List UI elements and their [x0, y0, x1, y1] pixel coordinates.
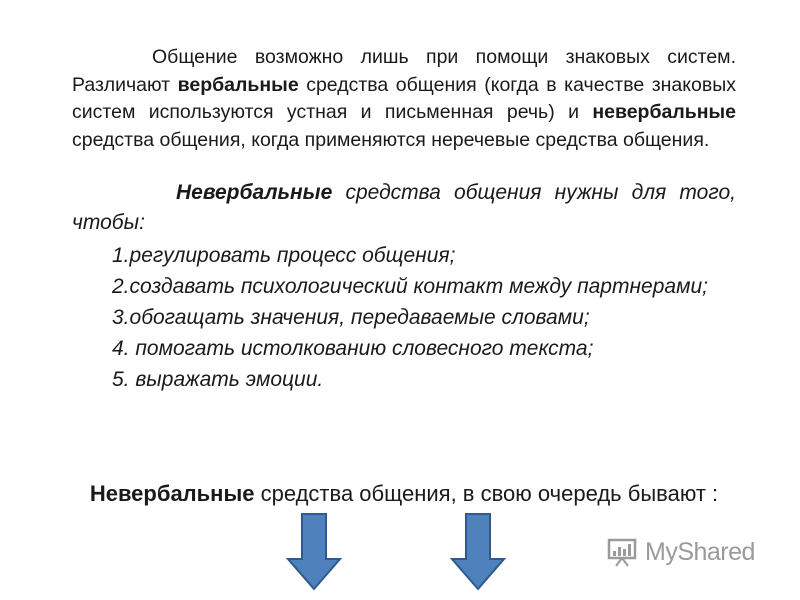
intro-text-3: средства общения, когда применяются неречевые средства общения. — [72, 128, 710, 151]
myshared-logo-icon — [605, 537, 639, 567]
myshared-logo — [605, 535, 755, 569]
conclusion-rest: средства общения, в свою очередь бывают : — [254, 481, 719, 506]
intro-paragraph — [72, 44, 736, 154]
list-item: 2.создавать психологический контакт между партнерами; — [112, 275, 708, 298]
conclusion-text — [40, 478, 768, 510]
purpose-list — [112, 240, 736, 395]
purpose-bold: Невербальные — [176, 181, 333, 204]
intro-text-1: Общение возможно лишь при помощи знаковых систем. Различают — [72, 46, 736, 96]
purpose-text: средства общения нужны для того, чтобы: — [72, 181, 736, 234]
purpose-paragraph — [72, 178, 736, 238]
intro-text-2: средства общения (когда в качестве знаковых систем используются устная и письменная речь) и — [72, 73, 736, 123]
down-arrow-right-icon — [450, 513, 506, 591]
intro-bold-nonverbal: невербальные — [592, 101, 736, 123]
list-item: 5. выражать эмоции. — [112, 368, 324, 391]
list-item: 4. помогать истолкованию словесного текста; — [112, 337, 594, 360]
list-item: 1.регулировать процесс общения; — [112, 244, 456, 267]
logo-text: MyShared — [645, 537, 755, 566]
intro-bold-verbal: вербальные — [177, 73, 299, 96]
down-arrow-left-icon — [286, 513, 342, 591]
list-item: 3.обогащать значения, передаваемые словами; — [112, 306, 590, 329]
conclusion-bold: Невербальные — [89, 481, 255, 506]
